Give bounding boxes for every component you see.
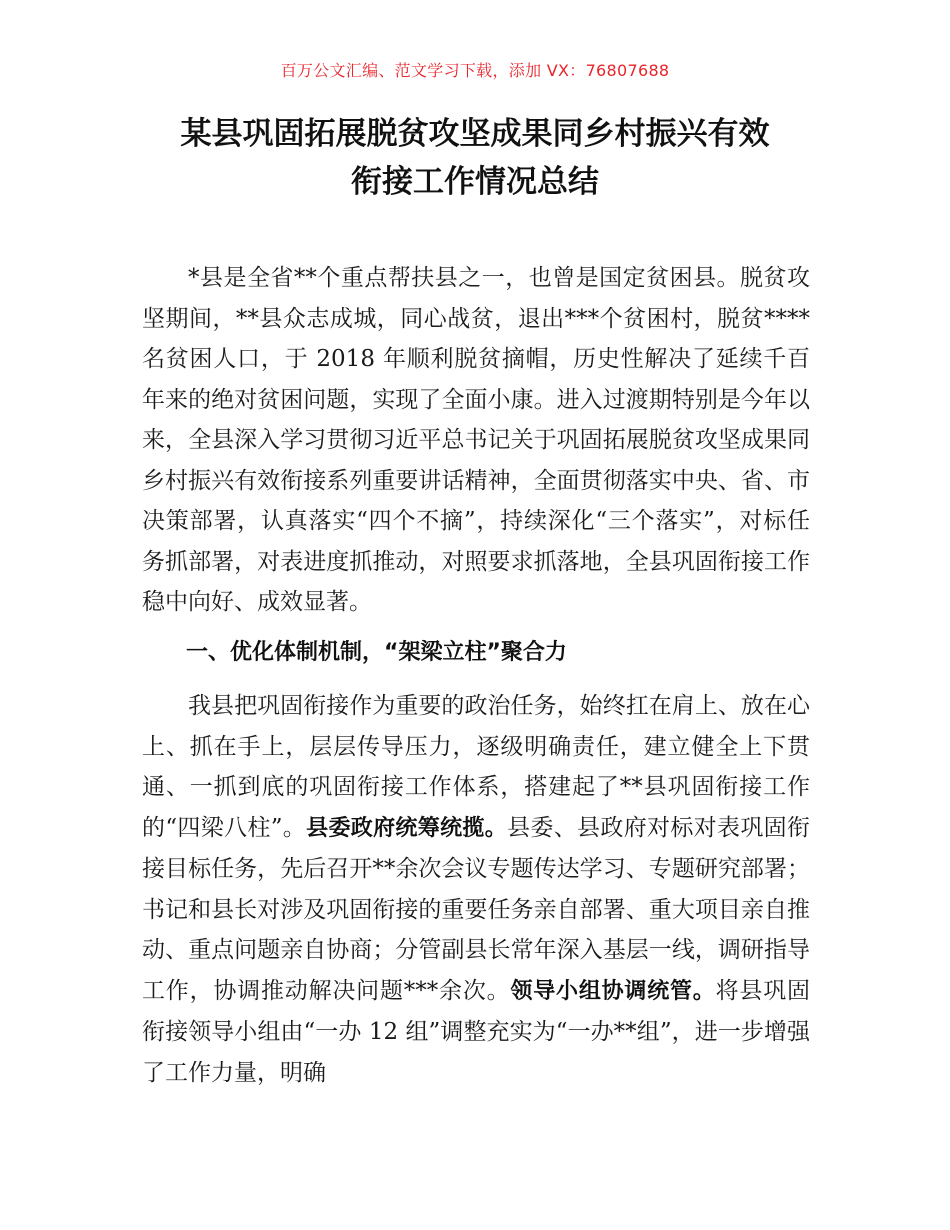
section-1-bold-lead-2: 领导小组协调统管。 xyxy=(510,978,716,1004)
title-line-2: 衔接工作情况总结 xyxy=(351,164,599,200)
intro-paragraph: *县是全省**个重点帮扶县之一，也曾是国定贫困县。脱贫攻坚期间，**县众志成城，同心战贫，退出***个贫困村，脱贫****名贫困人口，于 2018 年顺利脱贫摘帽，历史性解决了延续千百年来的绝对贫困问题，实现了全面小康。进入过渡期特别是今年以来，全县深入学习贯彻习近平总书记关于巩固拓展脱贫攻坚成果同乡村振兴有效衔接系列重要讲话精神，全面贯彻落实中央、省、市决策部署，认真落实“四个不摘”，持续深化“三个落实”，对标任务抓部署，对表进度抓推动，对照要求抓落地，全县巩固衔接工作稳中向好、成效显著。 xyxy=(142,265,810,615)
promo-banner: 百万公文汇编、范文学习下载，添加 VX：76807688 xyxy=(280,61,670,80)
section-1-text-part-2: 县委、县政府对标对表巩固衔接目标任务，先后召开**余次会议专题传达学习、专题研究部署；书记和县长对涉及巩固衔接的重要任务亲自部署、重大项目亲自推动、重点问题亲自协商；分管副县长常年深入基层一线，调研指导工作，协调推动解决问题***余次。 xyxy=(142,814,810,1004)
section-1-paragraph xyxy=(142,686,810,1093)
section-1-bold-lead-1: 县委政府统筹统揽。 xyxy=(306,815,508,841)
section-1-text-part-3: 将县巩固衔接领导小组由“一办 12 组”调整充实为“一办**组”，进一步增强了工作力量，明确 xyxy=(142,977,810,1086)
section-1-heading: 一、优化体制机制，“架梁立柱”聚合力 xyxy=(186,640,567,665)
section-1-text-part-1: 我县把巩固衔接作为重要的政治任务，始终扛在肩上、放在心上、抓在手上，层层传导压力，逐级明确责任，建立健全上下贯通、一抓到底的巩固衔接工作体系，搭建起了**县巩固衔接工作的“四梁八柱”。 xyxy=(142,693,810,841)
title-line-1: 某县巩固拓展脱贫攻坚成果同乡村振兴有效 xyxy=(180,116,770,152)
document-title xyxy=(120,110,830,206)
